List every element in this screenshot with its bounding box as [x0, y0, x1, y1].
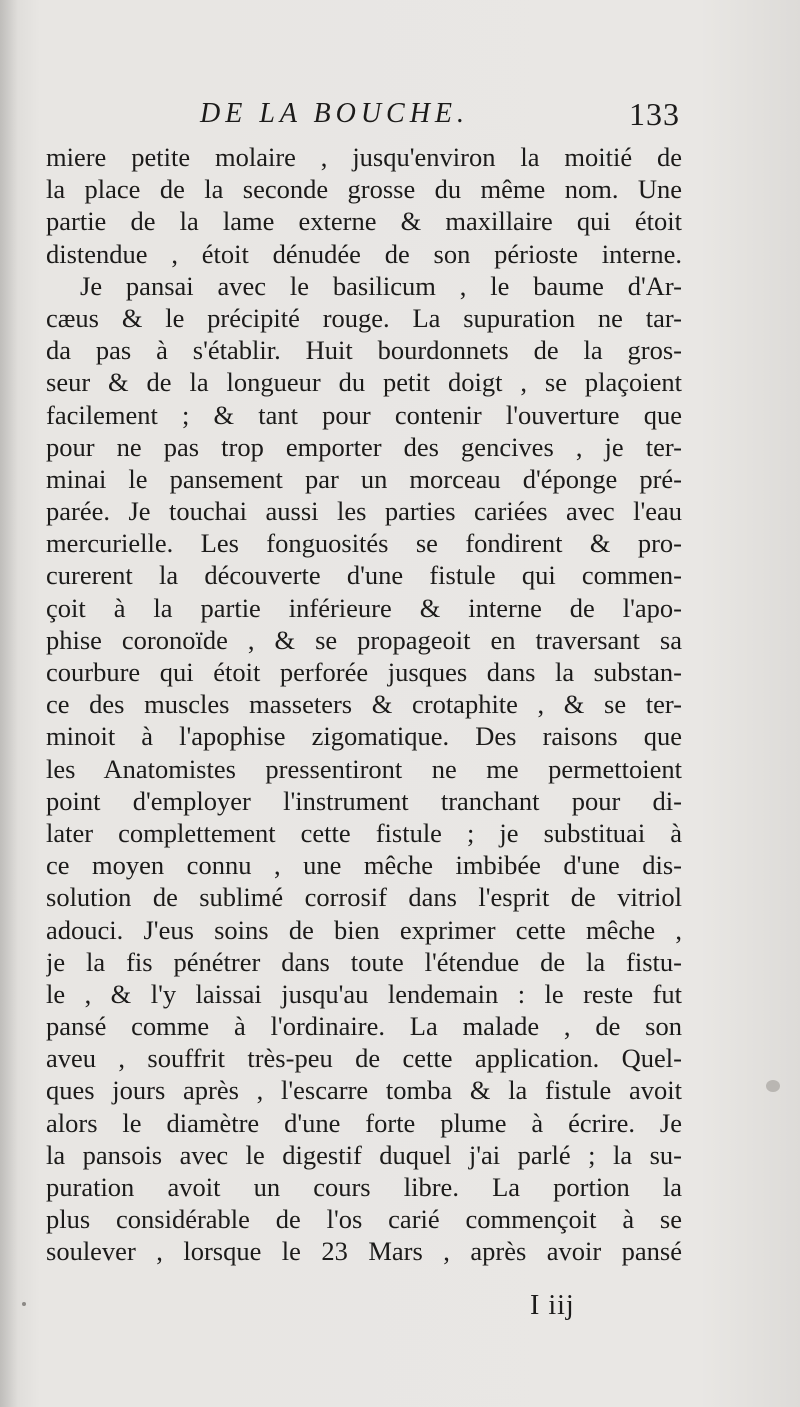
text-line: curerent la découverte d'une fistule qui commen- [46, 560, 682, 591]
text-line: alors le diamètre d'une forte plume à écrire. Je [46, 1107, 682, 1138]
page-header [200, 96, 680, 136]
text-line: je la fis pénétrer dans toute l'étendue de la fistu- [46, 946, 682, 977]
text-line: seur & de la longueur du petit doigt , se plaçoient [46, 367, 682, 398]
text-line: çoit à la partie inférieure & interne de l'apo- [46, 592, 682, 623]
text-line: parée. Je touchai aussi les parties cariées avec l'eau [46, 496, 682, 527]
text-line: courbure qui étoit perforée jusques dans la substan- [46, 657, 682, 687]
text-line: aveu , souffrit très-peu de cette application. Quel- [46, 1043, 682, 1074]
text-line: da pas à s'établir. Huit bourdonnets de la gros- [46, 335, 682, 366]
paper-speck [766, 1080, 780, 1092]
text-line: ce des muscles masseters & crotaphite , & se ter- [46, 689, 682, 720]
text-line: minai le pansement par un morceau d'éponge pré- [46, 463, 682, 494]
paper-speck [22, 1302, 26, 1306]
text-line: point d'employer l'instrument tranchant pour di- [46, 785, 682, 816]
text-line: pansé comme à l'ordinaire. La malade , de son [46, 1011, 682, 1042]
body-text [46, 141, 682, 1268]
text-line: la pansois avec le digestif duquel j'ai parlé ; la su- [46, 1139, 682, 1170]
running-head: DE LA BOUCHE. [200, 98, 470, 129]
page-number: 133 [629, 96, 680, 132]
text-line: ce moyen connu , une mêche imbibée d'une dis- [46, 850, 682, 881]
text-line: solution de sublimé corrosif dans l'esprit de vitriol [46, 882, 682, 913]
text-line: soulever , lorsque le 23 Mars , après avoir pansé [46, 1236, 682, 1267]
text-line: minoit à l'apophise zigomatique. Des raisons que [46, 721, 682, 752]
text-line: phise coronoïde , & se propageoit en traversant sa [46, 624, 682, 655]
text-line: partie de la lame externe & maxillaire qui étoit [46, 206, 682, 237]
text-line: mercurielle. Les fonguosités se fondirent & pro- [46, 528, 682, 559]
text-line: cæus & le précipité rouge. La supuration ne tar- [46, 302, 682, 333]
text-line: les Anatomistes pressentiront ne me permettoient [46, 753, 682, 784]
text-line: miere petite molaire , jusqu'environ la moitié de [46, 142, 682, 172]
text-line: pour ne pas trop emporter des gencives , je ter- [46, 431, 682, 462]
text-line: puration avoit un cours libre. La portion la [46, 1172, 682, 1202]
signature-mark: I iij [530, 1290, 575, 1321]
text-line: le , & l'y laissai jusqu'au lendemain : le reste fut [46, 978, 682, 1009]
text-line: later complettement cette fistule ; je substituai à [46, 817, 682, 848]
gutter-shadow [0, 0, 18, 1407]
text-line: facilement ; & tant pour contenir l'ouverture que [46, 399, 682, 430]
paragraph-start-line: Je pansai avec le basilicum , le baume d'Ar- [80, 270, 682, 301]
text-line: la place de la seconde grosse du même nom. Une [46, 174, 682, 205]
text-line: distendue , étoit dénudée de son périoste interne. [46, 238, 682, 269]
text-line: plus considérable de l'os carié commençoit à se [46, 1204, 682, 1235]
text-line: adouci. J'eus soins de bien exprimer cette mêche , [46, 914, 682, 945]
text-line: ques jours après , l'escarre tomba & la fistule avoit [46, 1075, 682, 1106]
